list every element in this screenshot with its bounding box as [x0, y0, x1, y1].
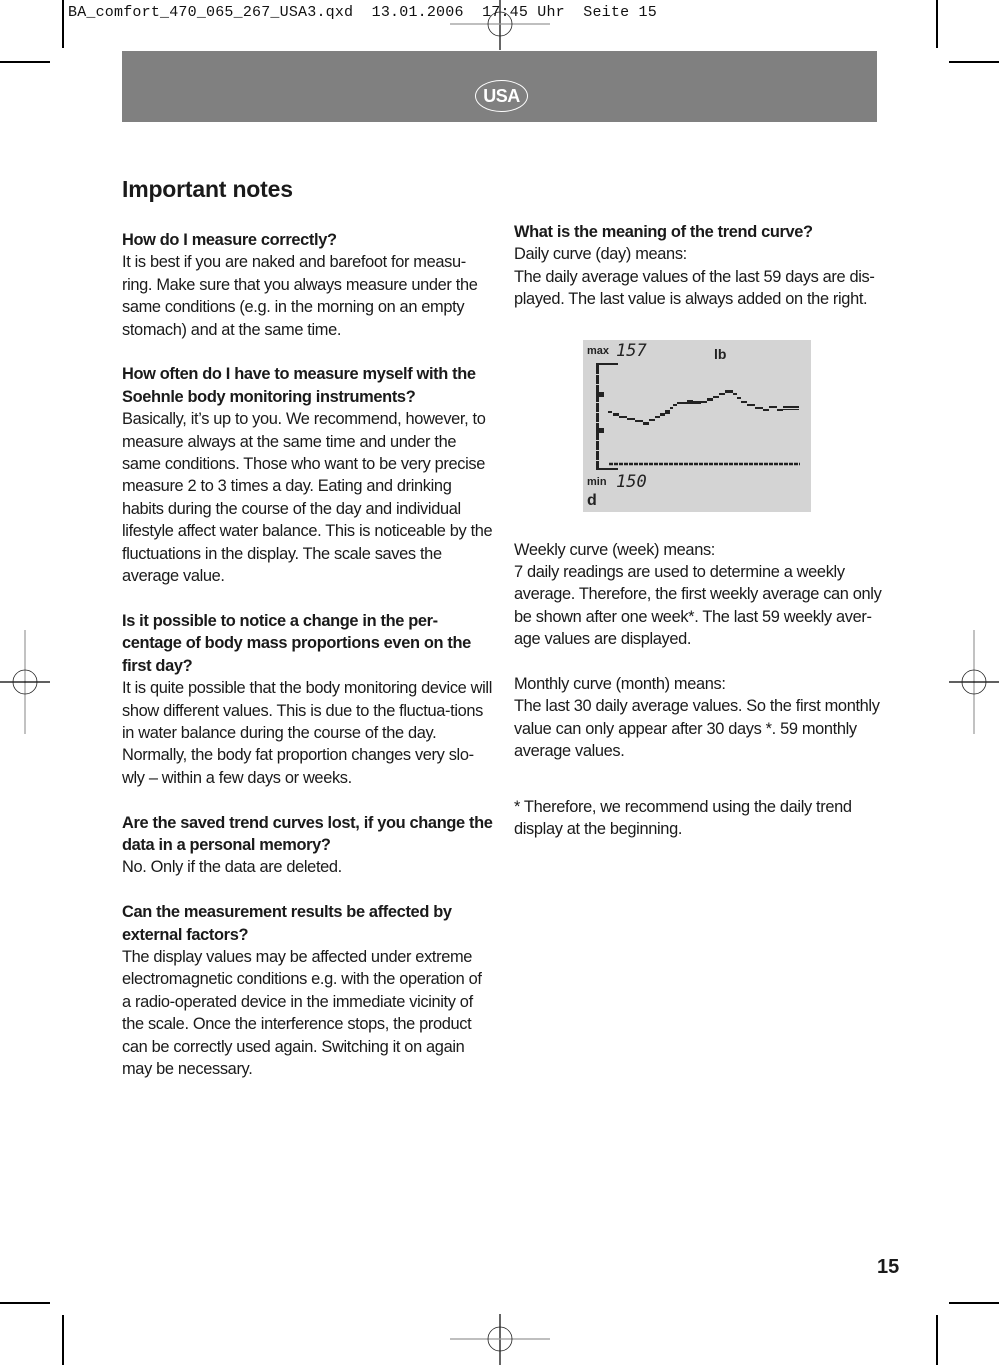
- max-label: max: [587, 345, 610, 357]
- lcd-trend-display: [583, 340, 811, 512]
- unit-label: lb: [714, 346, 727, 362]
- crop-mark: [62, 1315, 64, 1365]
- registration-mark-right: [947, 630, 999, 734]
- faq-item: [122, 901, 494, 1080]
- page-number: 15: [877, 1256, 900, 1278]
- daily-label: Daily curve (day) means:: [514, 245, 687, 264]
- min-label: min: [587, 476, 607, 488]
- faq-answer: It is best if you are naked and barefoot for measu-ring. Make sure that you always measure under the same conditions (e.g. in the morning on an empty stomach) and at the same time.: [122, 253, 478, 339]
- weekly-label: Weekly curve (week) means:: [514, 540, 716, 559]
- faq-item: [122, 363, 494, 587]
- crop-mark: [62, 0, 64, 48]
- faq-answer: The display values may be affected under extreme electromagnetic conditions e.g. with the operation of a radio-operated device in the immediate vicinity of the scale. Once the interference stops, the product can be correctly used again. Switching it on again may be necessary.: [122, 947, 482, 1078]
- crop-mark: [949, 1302, 999, 1304]
- trend-question: What is the meaning of the trend curve?: [514, 223, 813, 241]
- crop-mark: [936, 0, 938, 48]
- print-slug: BA_comfort_470_065_267_USA3.qxd 13.01.2006 17:45 Uhr Seite 15: [68, 4, 657, 21]
- left-column: [122, 229, 494, 1103]
- usa-badge: USA: [475, 80, 528, 112]
- faq-question: How do I measure correctly?: [122, 231, 337, 249]
- crop-mark: [0, 1302, 50, 1304]
- daily-text: The daily average values of the last 59 days are dis-played. The last value is always added on the right.: [514, 267, 875, 309]
- monthly-text: The last 30 daily average values. So the first monthly value can only appear after 30 days *. 59 monthly average values.: [514, 697, 880, 761]
- trend-chart: [583, 340, 811, 512]
- max-value: 157: [616, 341, 647, 361]
- crop-mark: [949, 61, 999, 63]
- faq-question: Can the measurement results be affected by external factors?: [122, 903, 452, 944]
- registration-mark-top: [449, 0, 551, 52]
- crop-mark: [936, 1315, 938, 1365]
- crop-mark: [0, 61, 50, 63]
- faq-question: Is it possible to notice a change in the per-centage of body mass proportions even on the first day?: [122, 611, 471, 675]
- faq-answer: Basically, it’s up to you. We recommend, however, to measure always at the same time and under the same conditions. Those who want to be very precise measure 2 to 3 times a day. Eating and drinking habits during the course of the day and individual lifestyle affect water balance. This is noticeable by the fluctuations in the display. The scale saves the average value.: [122, 410, 493, 586]
- faq-answer: It is quite possible that the body monitoring device will show different values. This is due to the fluctua-tions in water balance during the course of the day. Normally, the body fat proportion changes very slo-wly – within a few days or weeks.: [122, 679, 492, 787]
- registration-mark-left: [0, 630, 52, 734]
- faq-item: [122, 229, 494, 341]
- mode-label: d: [587, 492, 597, 509]
- min-value: 150: [616, 472, 647, 492]
- monthly-label: Monthly curve (month) means:: [514, 675, 726, 694]
- right-column: [514, 221, 886, 840]
- trend-curve: [608, 390, 799, 425]
- faq-question: How often do I have to measure myself with the Soehnle body monitoring instruments?: [122, 365, 476, 406]
- faq-question: Are the saved trend curves lost, if you change the data in a personal memory?: [122, 813, 493, 854]
- page-title: Important notes: [122, 176, 293, 202]
- footnote: * Therefore, we recommend using the daily trend display at the beginning.: [514, 797, 852, 839]
- faq-answer: No. Only if the data are deleted.: [122, 858, 342, 877]
- faq-item: [122, 610, 494, 789]
- registration-mark-bottom: [449, 1314, 551, 1365]
- weekly-text: 7 daily readings are used to determine a weekly average. Therefore, the first weekly average can only be shown after one week*. The last 59 weekly aver-age values are displayed.: [514, 563, 882, 649]
- faq-item: [122, 812, 494, 879]
